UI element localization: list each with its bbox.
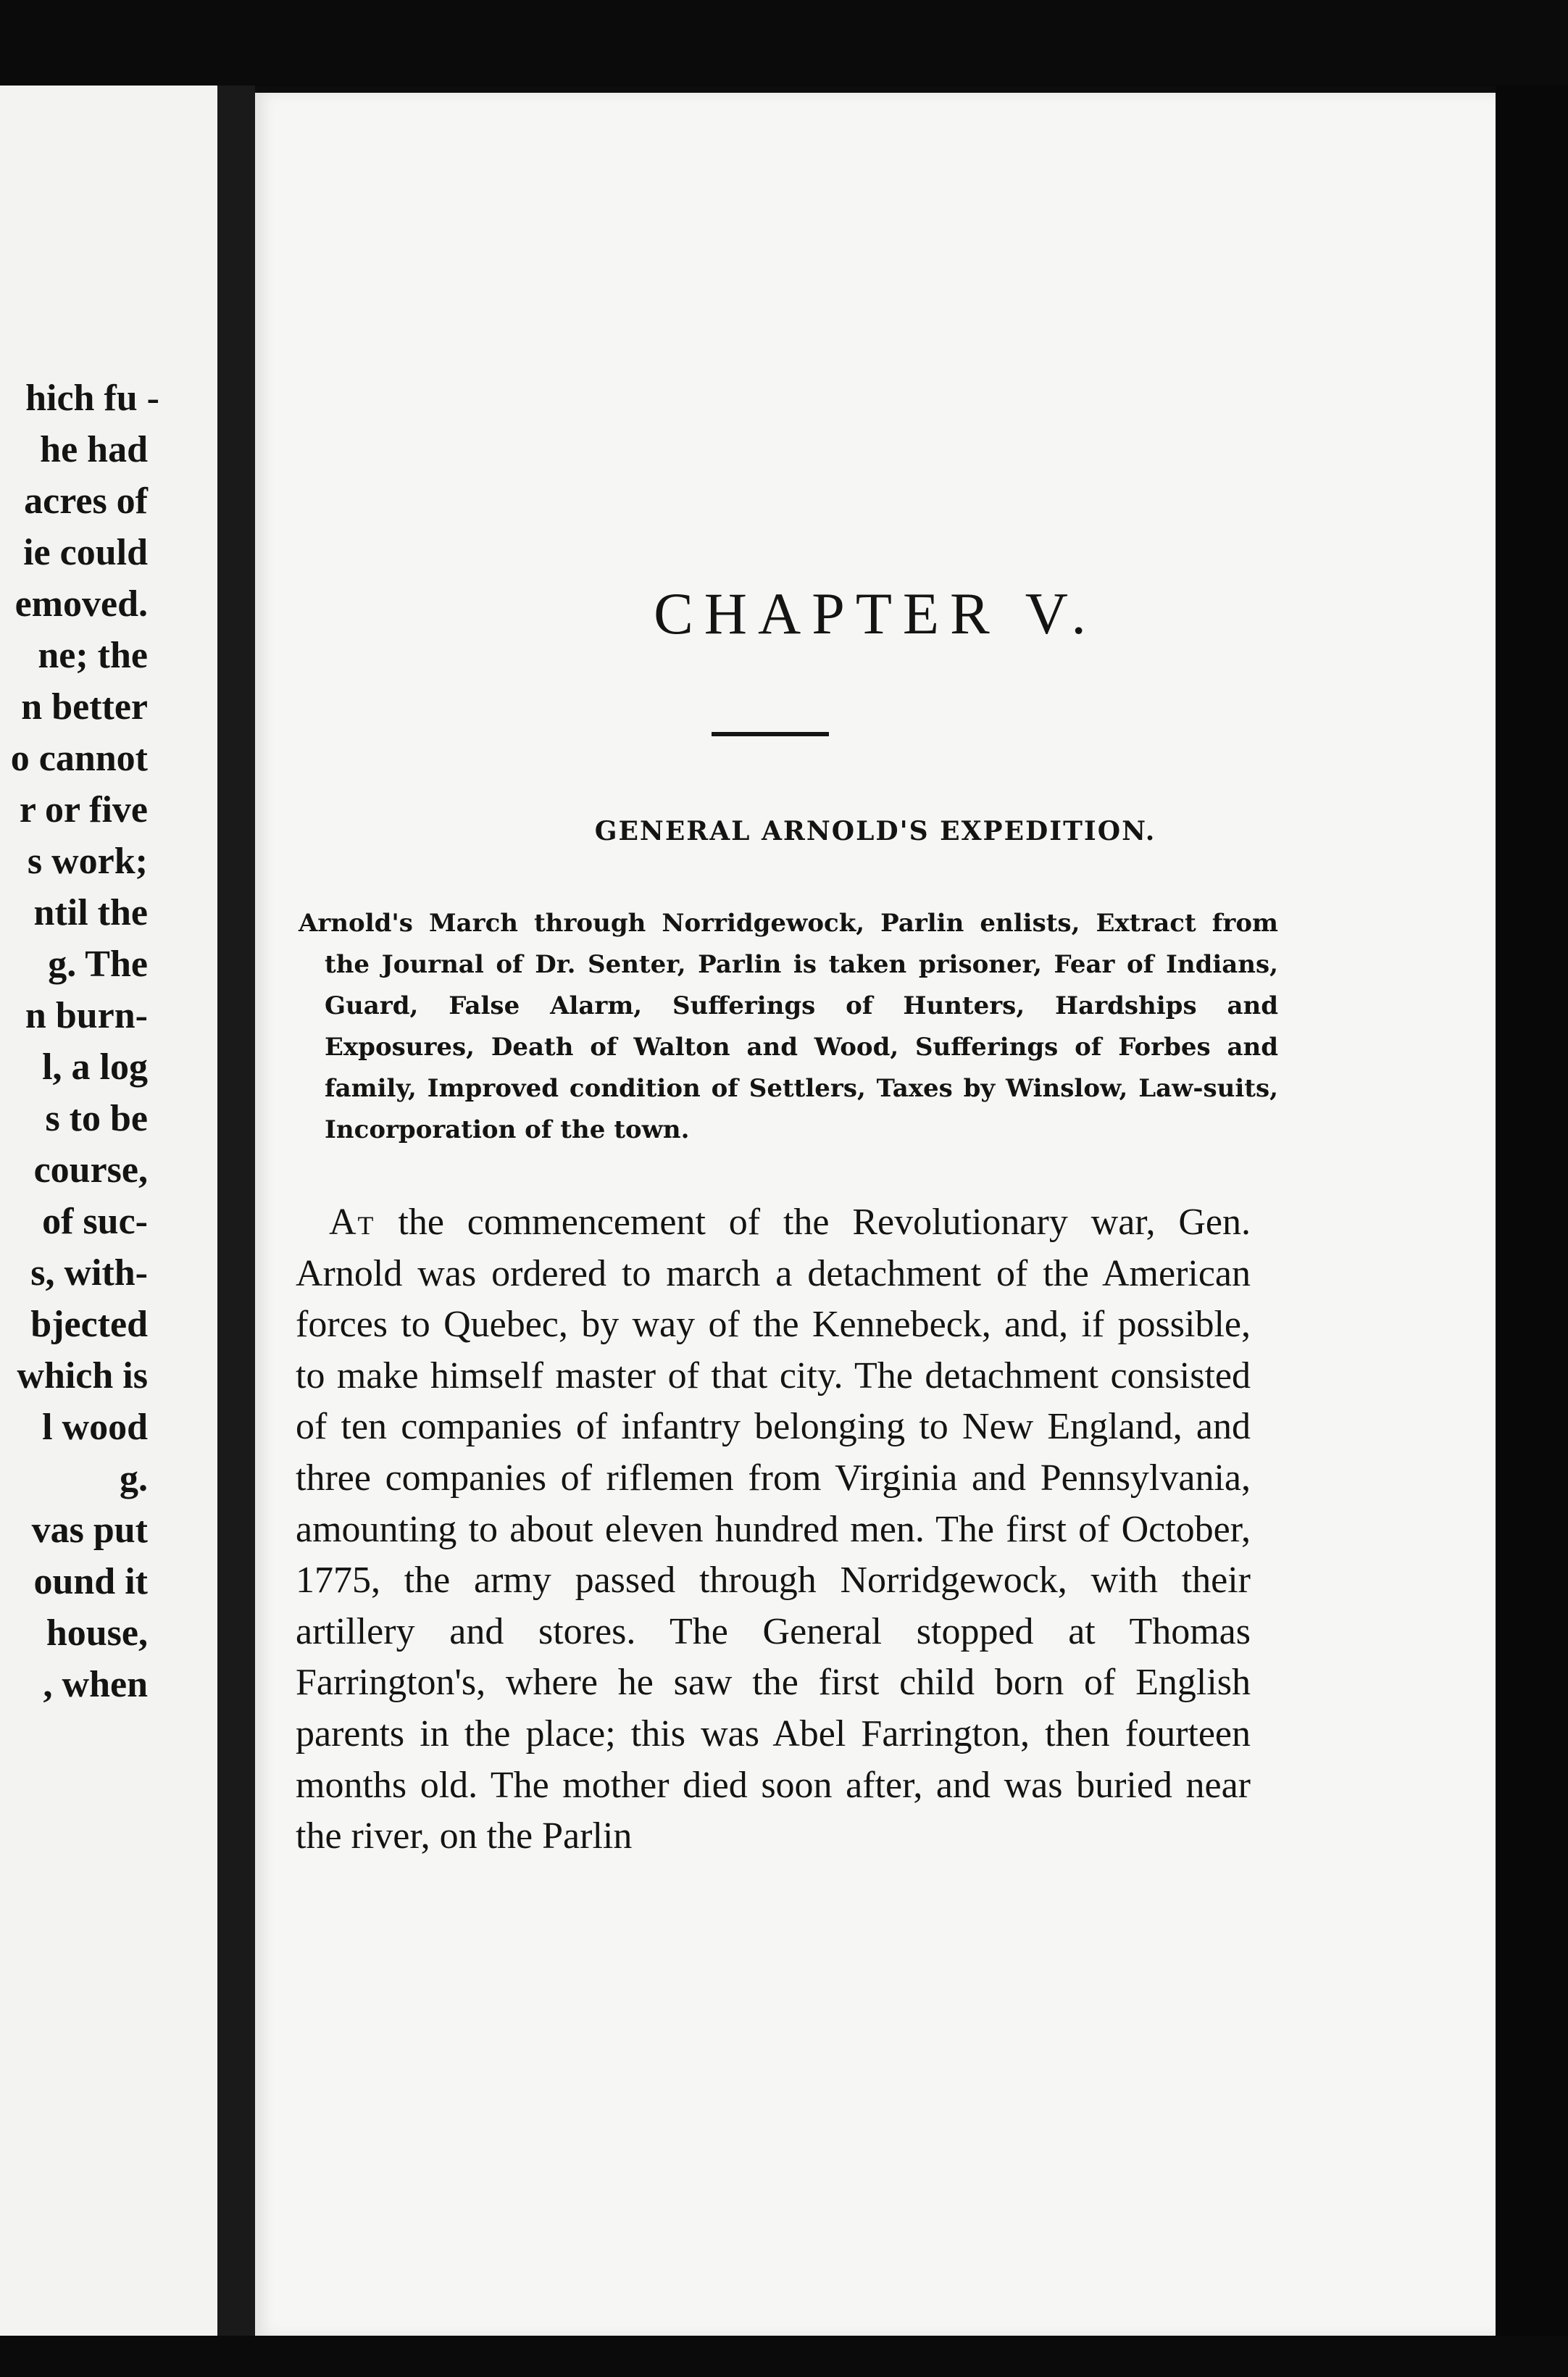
title-rule xyxy=(712,732,829,736)
facing-page-line: n burn- xyxy=(25,995,148,1036)
facing-page-line: l, a log xyxy=(42,1046,148,1088)
facing-page-line: s work; xyxy=(27,841,148,882)
facing-page-line: l wood xyxy=(42,1407,148,1448)
facing-page-line: ne; the xyxy=(38,635,148,676)
facing-page-line: house, xyxy=(46,1612,148,1654)
facing-page-line: r or five xyxy=(19,789,148,831)
facing-page-line: g. xyxy=(120,1458,148,1499)
book-gutter xyxy=(217,86,255,2336)
facing-page-line: n better xyxy=(21,686,148,728)
facing-page-line: vas put xyxy=(31,1510,148,1551)
facing-page-line: which is xyxy=(17,1355,148,1396)
section-heading: GENERAL ARNOLD'S EXPEDITION. xyxy=(594,816,1156,846)
facing-page-line: s to be xyxy=(45,1098,148,1139)
scan-border-top xyxy=(0,0,1568,87)
facing-page-line: o cannot xyxy=(10,738,148,779)
chapter-title: CHAPTER V. xyxy=(654,580,1097,646)
opening-word: At xyxy=(329,1202,375,1243)
facing-page-line: , when xyxy=(43,1664,148,1705)
facing-page-line: he had xyxy=(40,429,148,470)
facing-page-line: of suc- xyxy=(42,1201,148,1242)
body-text: the commencement of the Revolutionary war, Gen. Arnold was ordered to march a detachment of the American forces to Quebec, by way of the Kennebeck, and, if possible, to make himself master of that city. The detachment consisted of ten companies of infantry belonging to New England, and three companies of riflemen from Virginia and Pennsylvania, amounting to about eleven hundred men. The first of October, 1775, the army passed through Norridgewock, with their artillery and stores. The General stopped at Thomas Farrington's, where he saw the first child born of English parents in the place; this was Abel Farrington, then fourteen months old. The mother died soon after, and was buried near the river, on the Parlin xyxy=(296,1202,1251,1857)
scan-border-right xyxy=(1496,86,1568,2377)
facing-page-line: ntil the xyxy=(33,892,148,933)
chapter-summary: Arnold's March through Norridgewock, Parlin enlists, Extract from the Journal of Dr. Senter, Parlin is taken prisoner, Fear of Indians, Guard, False Alarm, Sufferings of Hunters, Hardships and Exposures, Death of Walton and Wood, Sufferings of Forbes and family, Improved condition of Settlers, Taxes by Winslow, Law-suits, Incorporation of the town. xyxy=(299,909,1278,1144)
facing-page-fragment xyxy=(0,86,217,2336)
facing-page-lines xyxy=(0,372,217,1710)
facing-page-line: s, with- xyxy=(30,1252,148,1294)
facing-page-line: g. The xyxy=(48,944,148,985)
facing-page-line: hich fu - xyxy=(25,378,159,419)
facing-page-line: ound it xyxy=(33,1561,148,1602)
facing-page-line: course, xyxy=(33,1149,148,1191)
facing-page-line: bjected xyxy=(30,1304,148,1345)
facing-page-line: ie could xyxy=(23,532,148,573)
facing-page-line: emoved. xyxy=(14,583,148,625)
scan-border-bottom xyxy=(0,2336,1568,2377)
body-paragraph xyxy=(296,1197,1251,1862)
facing-page-line: acres of xyxy=(24,480,148,522)
